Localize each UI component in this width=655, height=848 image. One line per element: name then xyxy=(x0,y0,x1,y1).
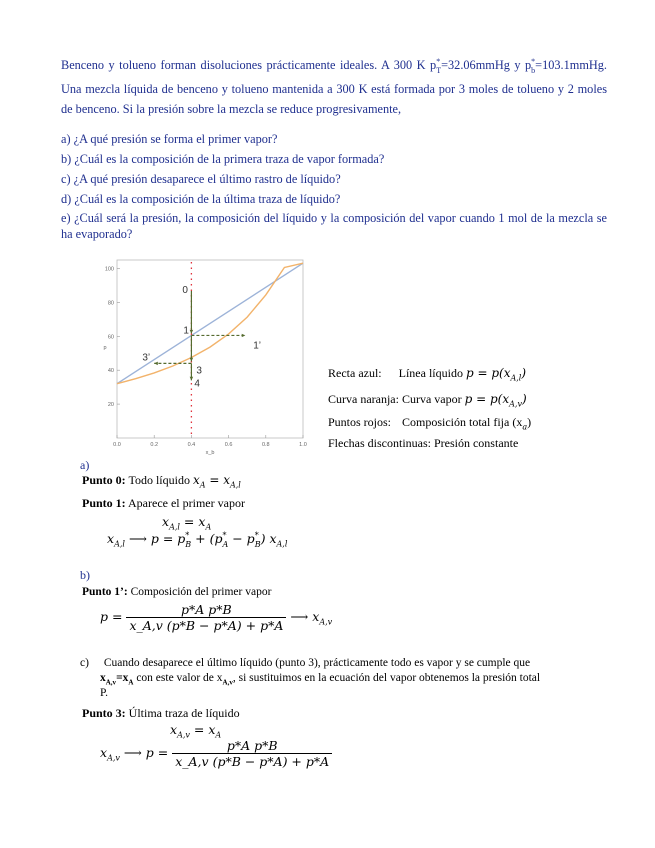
sup: * xyxy=(531,57,536,66)
problem-statement xyxy=(61,52,607,119)
sub: A,l xyxy=(510,373,522,383)
y-tick-label: 60 xyxy=(107,334,114,341)
x-axis-label: x_b xyxy=(205,450,215,456)
math: x xyxy=(107,531,115,547)
point-0-text: Todo líquido xyxy=(128,473,190,487)
point-0-title: Punto 0: xyxy=(82,473,126,487)
legend-orange-label: Curva naranja: Curva vapor xyxy=(328,392,462,406)
point-3-title: Punto 3: xyxy=(82,706,126,720)
math: p = xyxy=(100,609,123,624)
arrow: ⟶ xyxy=(123,745,142,760)
legend-red-label: Puntos rojos: xyxy=(328,415,392,429)
math: + (p xyxy=(191,531,223,547)
equation-a-1 xyxy=(162,514,211,532)
sub: A,l xyxy=(114,539,125,549)
sub: A xyxy=(215,730,222,740)
sub: A,l xyxy=(276,539,288,549)
math: p = xyxy=(145,745,169,760)
point-label-0: 0 xyxy=(182,284,188,296)
equation-b xyxy=(100,602,332,633)
intro-text-1: Benceno y tolueno forman disoluciones prácticamente ideales. A 300 K p xyxy=(61,58,437,73)
legend-blue-text: Línea líquido xyxy=(398,366,463,380)
text: con este valor de x xyxy=(133,672,223,684)
sub: B xyxy=(254,539,261,549)
section-c-text-1: Cuando desaparece el último líquido (punto 3), prácticamente todo es vapor y se cumple que xyxy=(103,657,531,669)
legend-blue-label: Recta azul: xyxy=(328,366,382,380)
legend-red: Puntos rojos: Composición total fija $(x_a)$ xyxy=(328,415,532,432)
math: x xyxy=(170,722,178,737)
question-b: b) ¿Cuál es la composición de la primera traza de vapor formada? xyxy=(61,152,385,166)
question-c: c) ¿A qué presión desaparece el último rastro de líquido? xyxy=(61,172,341,186)
math: ) x xyxy=(260,531,277,547)
fraction-numerator: p*A p*B xyxy=(126,602,286,618)
section-c-line2 xyxy=(100,672,540,686)
sub: b xyxy=(531,65,536,75)
phase-diagram-chart xyxy=(95,255,320,460)
legend-orange: Curva naranja: Curva vapor $p = p(x_{A,v})$ xyxy=(328,392,527,409)
math: = x xyxy=(179,514,206,529)
y-tick-label: 20 xyxy=(107,402,114,409)
arrow: ⟶ xyxy=(290,609,309,624)
fraction-denominator: x_A,v (p*B − p*A) + p*A xyxy=(129,618,284,633)
math: x xyxy=(192,473,200,487)
sub: A,v xyxy=(222,678,233,687)
x-tick-label: 0.8 xyxy=(261,442,270,448)
sub: A,v xyxy=(319,617,333,627)
math: p = p xyxy=(150,531,186,547)
point-label-3: 3 xyxy=(196,365,202,377)
legend-orange-math: p = p(x xyxy=(464,392,510,406)
point-label-3’: 3’ xyxy=(142,352,151,364)
math: = x xyxy=(189,722,216,737)
point-label-1’: 1’ xyxy=(253,340,261,352)
text: =x xyxy=(116,672,129,684)
sub: A,l xyxy=(169,522,180,532)
point-1-text: Aparece el primer vapor xyxy=(128,496,245,510)
equation-c-1 xyxy=(170,722,221,740)
x-tick-label: 0.4 xyxy=(187,442,196,448)
sub: A xyxy=(205,522,212,532)
math: x xyxy=(100,745,108,760)
y-tick-label: 40 xyxy=(107,368,114,375)
section-b-letter: b) xyxy=(80,568,90,582)
point-label-4: 4 xyxy=(194,378,200,390)
sub: A,l xyxy=(229,480,241,490)
point-label-1: 1 xyxy=(183,325,189,337)
intro-text-2: =32.06mmHg y p xyxy=(441,58,532,73)
intro-text-3: =103.1mmHg. Una mezcla líquida de benceno y tolueno mantenida a 300 K está formada por 3 moles de tolueno y 2 moles de benceno. Si la presión sobre la mezcla se reduce progresivamente, xyxy=(61,58,607,116)
sub: a xyxy=(522,422,528,432)
math: − p xyxy=(228,531,255,547)
question-d: d) ¿Cuál es la composición de la última traza de líquido? xyxy=(61,192,341,206)
y-axis-label: p xyxy=(103,345,107,351)
point-3-text: Última traza de líquido xyxy=(128,706,240,720)
x-tick-label: 0.2 xyxy=(150,442,159,448)
point-0-line xyxy=(82,473,241,489)
sub: A,v xyxy=(509,399,522,409)
point-1p-line xyxy=(82,586,271,598)
point-1-title: Punto 1: xyxy=(82,496,126,510)
sub: A,v xyxy=(177,730,190,740)
question-a: a) ¿A qué presión se forma el primer vapor? xyxy=(61,132,278,146)
question-e: e) ¿Cuál será la presión, la composición del líquido y la composición del vapor cuando 1 mol de la mezcla se ha evaporado? xyxy=(61,211,607,241)
point-3-line xyxy=(82,706,240,721)
fraction-numerator: p*A p*B xyxy=(172,738,332,754)
text: , si sustituimos en la ecuación del vapor obtenemos la presión total xyxy=(232,672,541,684)
math: = x xyxy=(205,473,230,487)
legend-blue-math: p = p(x xyxy=(465,366,511,380)
legend-arrows: Flechas discontinuas: Presión constante xyxy=(328,436,519,450)
section-c-line3: P. xyxy=(100,687,108,699)
equation-a-2: $x_{A,l}$ ⟶ $p = p^*_B + (p^*_A - p^*_B)$ $x_{A,l}$ xyxy=(107,531,288,549)
y-tick-label: 80 xyxy=(107,300,114,307)
sub: B xyxy=(185,539,192,549)
x-tick-label: 0.6 xyxy=(224,442,233,448)
sub: A,v xyxy=(105,678,117,687)
x-tick-label: 1.0 xyxy=(299,442,307,448)
y-tick-label: 100 xyxy=(104,266,114,273)
math: x xyxy=(162,514,170,529)
legend-red-text: Composición total fija (x xyxy=(402,415,523,429)
sup: * xyxy=(436,57,441,66)
sub: A,v xyxy=(107,753,120,763)
arrow: ⟶ xyxy=(128,531,147,547)
point-1-line xyxy=(82,496,245,511)
sub: T xyxy=(436,65,442,75)
point-1p-title: Punto 1’: xyxy=(82,586,128,598)
legend-blue: Recta azul: Línea líquido $p = p(x_{A,l})$ xyxy=(328,366,527,383)
fraction xyxy=(172,738,332,769)
math: x xyxy=(312,609,320,624)
section-c-letter: c) xyxy=(80,657,89,669)
sub: A xyxy=(222,539,229,549)
sub: A xyxy=(199,480,206,490)
fraction xyxy=(126,602,286,633)
text: x xyxy=(100,672,106,684)
x-tick-label: 0.0 xyxy=(113,442,121,448)
section-a-letter: a) xyxy=(80,458,90,472)
sub: A xyxy=(128,678,134,687)
plot-frame xyxy=(117,260,303,438)
section-c-line1 xyxy=(80,657,530,669)
fraction-denominator: x_A,v (p*B − p*A) + p*A xyxy=(175,754,330,769)
equation-c-2 xyxy=(100,738,332,769)
point-1p-text: Composición del primer vapor xyxy=(130,586,272,598)
